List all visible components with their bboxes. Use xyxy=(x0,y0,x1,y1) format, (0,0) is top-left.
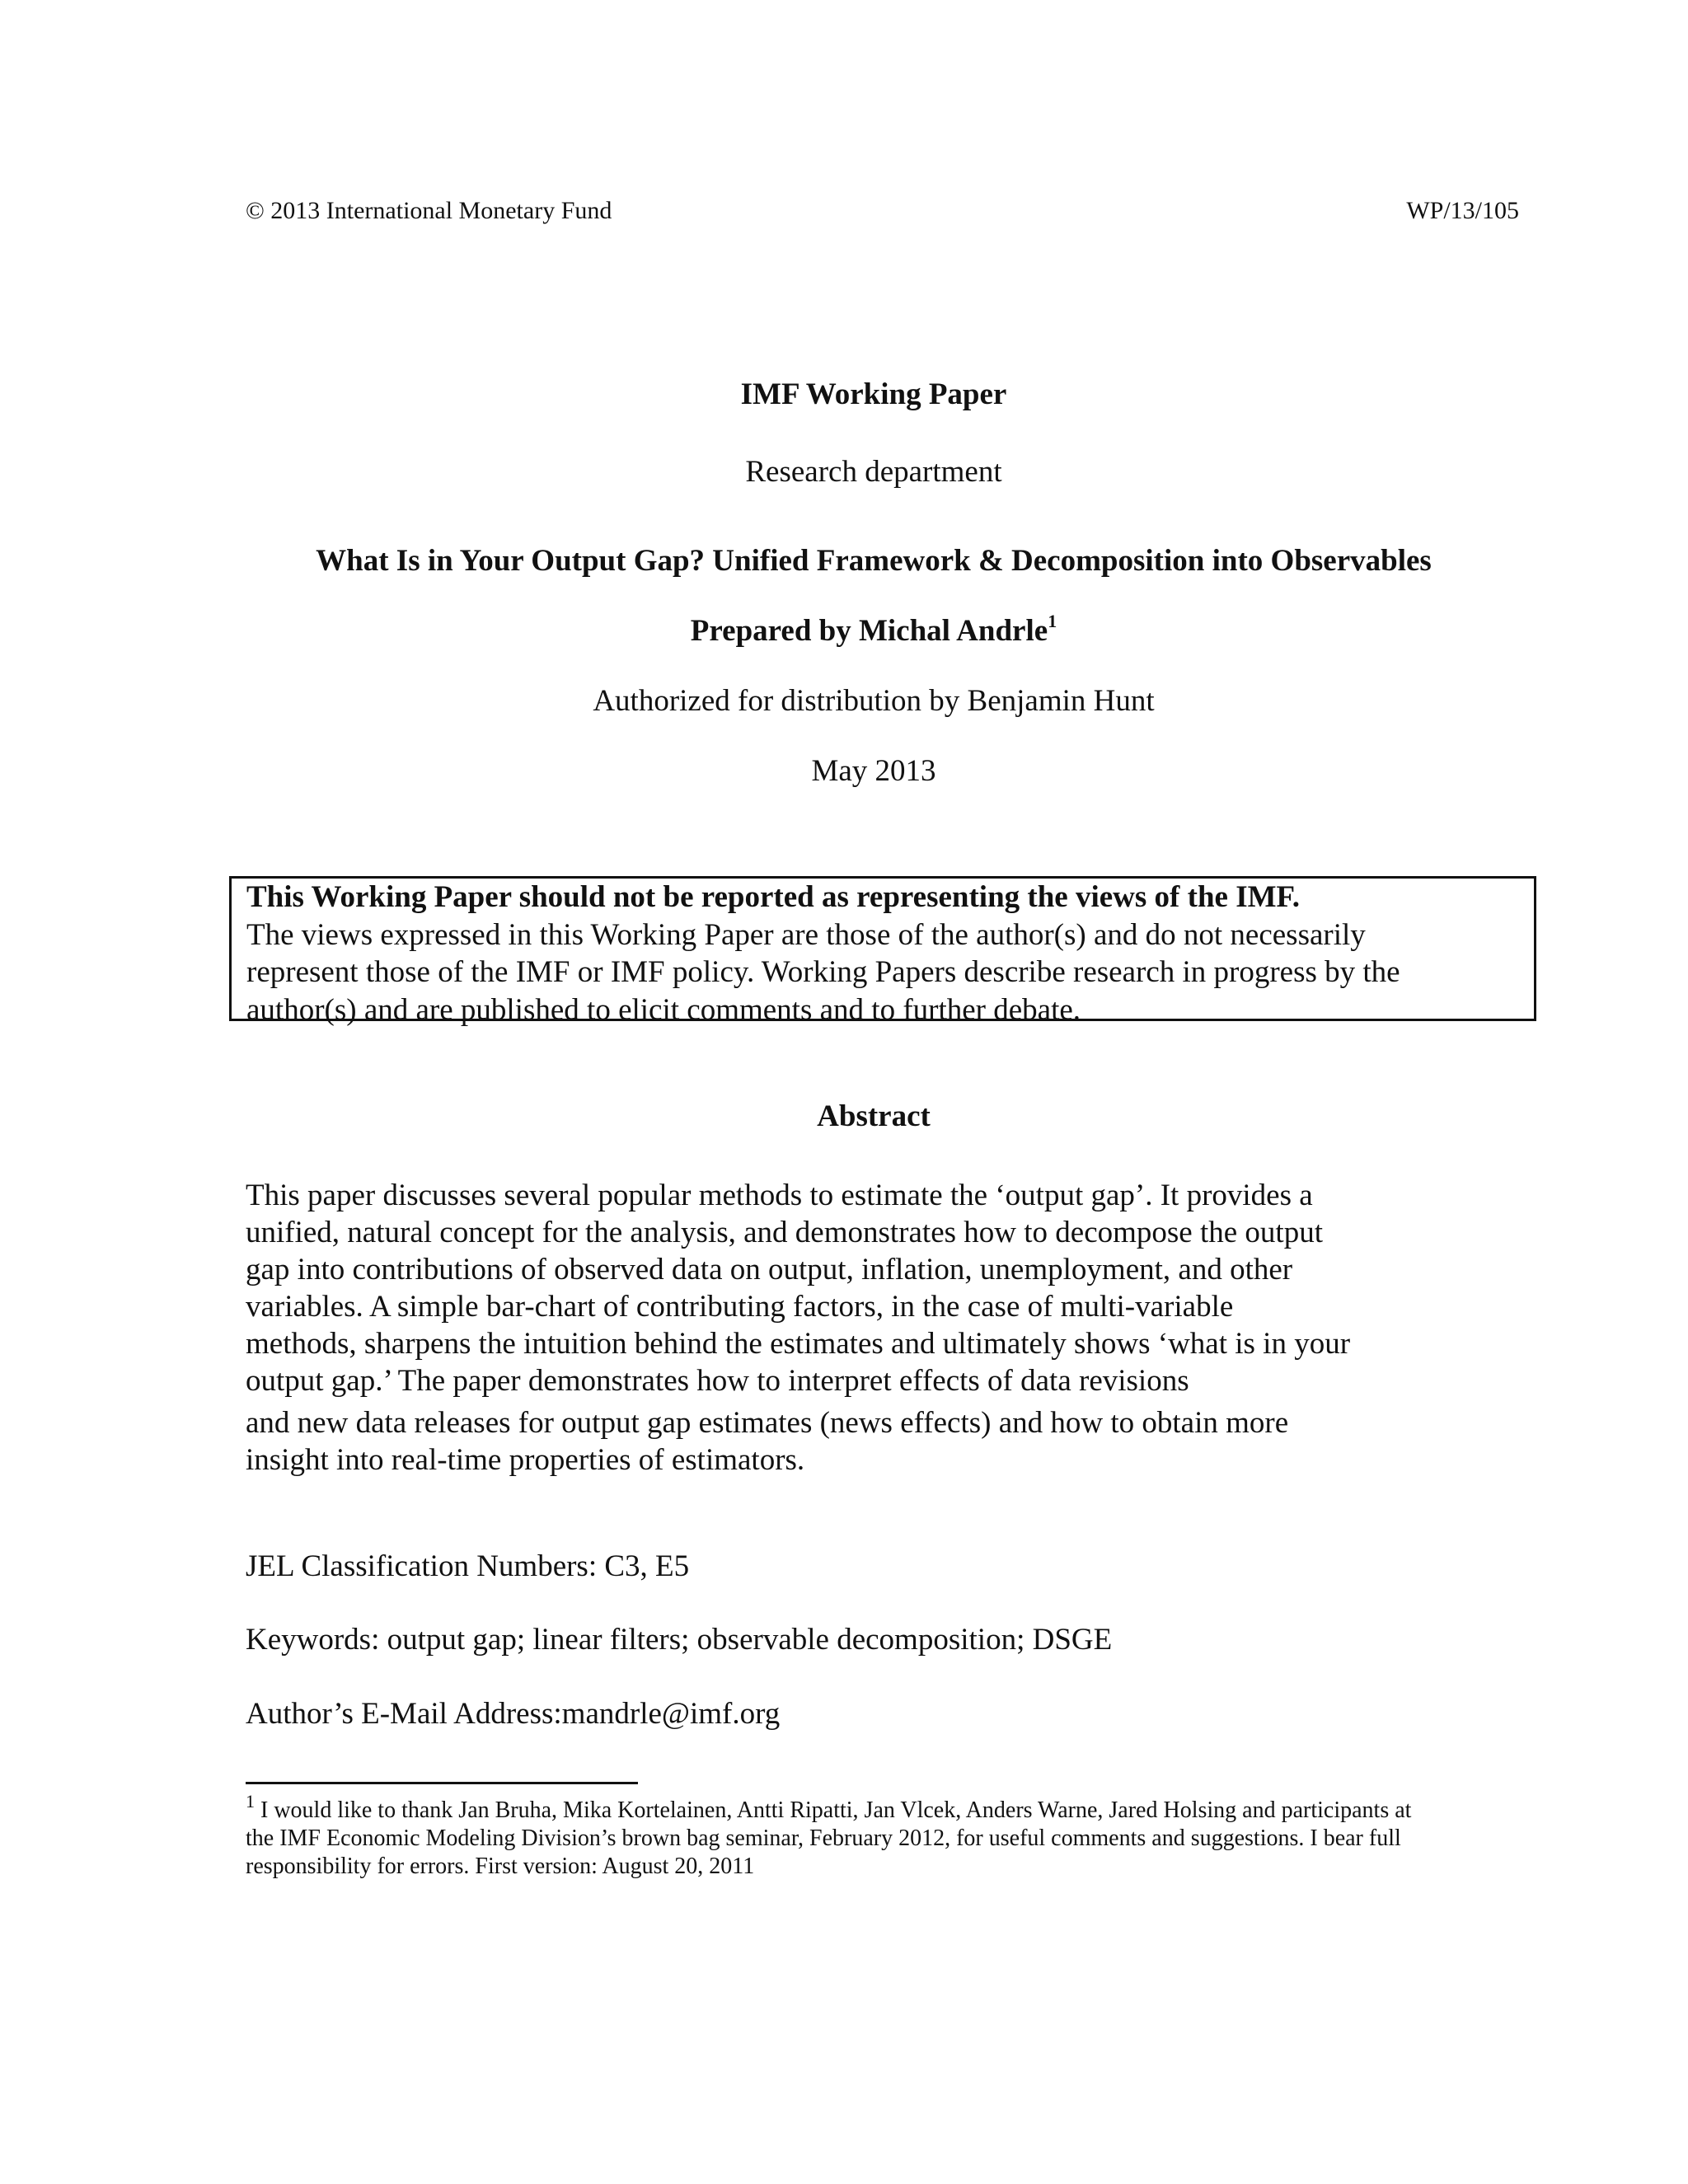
series-title: IMF Working Paper xyxy=(740,377,1007,411)
author-line xyxy=(0,611,1688,652)
abstract-line: and new data releases for output gap estimates (news effects) and how to obtain more xyxy=(246,1406,1289,1440)
paper-number: WP/13/105 xyxy=(1406,197,1519,224)
footnote-line-first xyxy=(246,1791,1531,1825)
author-name: Prepared by Michal Andrle xyxy=(690,614,1048,648)
abstract-line: gap into contributions of observed data on output, inflation, unemployment, and other xyxy=(246,1253,1293,1286)
publication-date: May 2013 xyxy=(811,754,936,788)
disclaimer-line: author(s) and are published to elicit comments and to further debate. xyxy=(246,992,1081,1027)
disclaimer-line: The views expressed in this Working Paper are those of the author(s) and do not necessarily xyxy=(246,917,1366,952)
department: Research department xyxy=(745,455,1002,489)
abstract-line: methods, sharpens the intuition behind the estimates and ultimately shows ‘what is in your xyxy=(246,1327,1351,1361)
footnote-line: the IMF Economic Modeling Division’s brown bag seminar, February 2012, for useful comments and suggestions. I bear full xyxy=(246,1825,1401,1851)
keywords: Keywords: output gap; linear filters; observable decomposition; DSGE xyxy=(246,1623,1113,1657)
footnote xyxy=(246,1791,1531,1881)
abstract-line: unified, natural concept for the analysis, and demonstrates how to decompose the output xyxy=(246,1216,1323,1249)
author-footnote-marker: 1 xyxy=(1048,611,1057,631)
abstract-line: This paper discusses several popular methods to estimate the ‘output gap’. It provides a xyxy=(246,1179,1313,1212)
paper-title: What Is in Your Output Gap? Unified Framework & Decomposition into Observables xyxy=(316,544,1432,578)
footnote-marker: 1 xyxy=(246,1791,255,1811)
abstract-heading: Abstract xyxy=(817,1099,931,1133)
disclaimer-box xyxy=(229,876,1536,1027)
abstract-line: variables. A simple bar-chart of contributing factors, in the case of multi-variable xyxy=(246,1290,1234,1324)
footnote-line: responsibility for errors. First version: August 20, 2011 xyxy=(246,1854,755,1879)
authorized-by: Authorized for distribution by Benjamin Hunt xyxy=(593,684,1155,718)
copyright-line: © 2013 International Monetary Fund xyxy=(246,197,612,224)
jel-classification: JEL Classification Numbers: C3, E5 xyxy=(246,1549,690,1583)
author-email: Author’s E-Mail Address:mandrle@imf.org xyxy=(246,1697,781,1731)
footnote-text: I would like to thank Jan Bruha, Mika Kortelainen, Antti Ripatti, Jan Vlcek, Anders Warne, Jared Holsing and participants at xyxy=(255,1797,1412,1823)
footnote-divider xyxy=(246,1782,638,1784)
disclaimer-line: represent those of the IMF or IMF policy. Working Papers describe research in progress by the xyxy=(246,955,1400,989)
disclaimer-heading: This Working Paper should not be reported as representing the views of the IMF. xyxy=(246,880,1300,914)
abstract-line: insight into real-time properties of estimators. xyxy=(246,1443,805,1477)
abstract-line: output gap.’ The paper demonstrates how to interpret effects of data revisions xyxy=(246,1364,1189,1398)
abstract-body xyxy=(246,1177,1531,1479)
